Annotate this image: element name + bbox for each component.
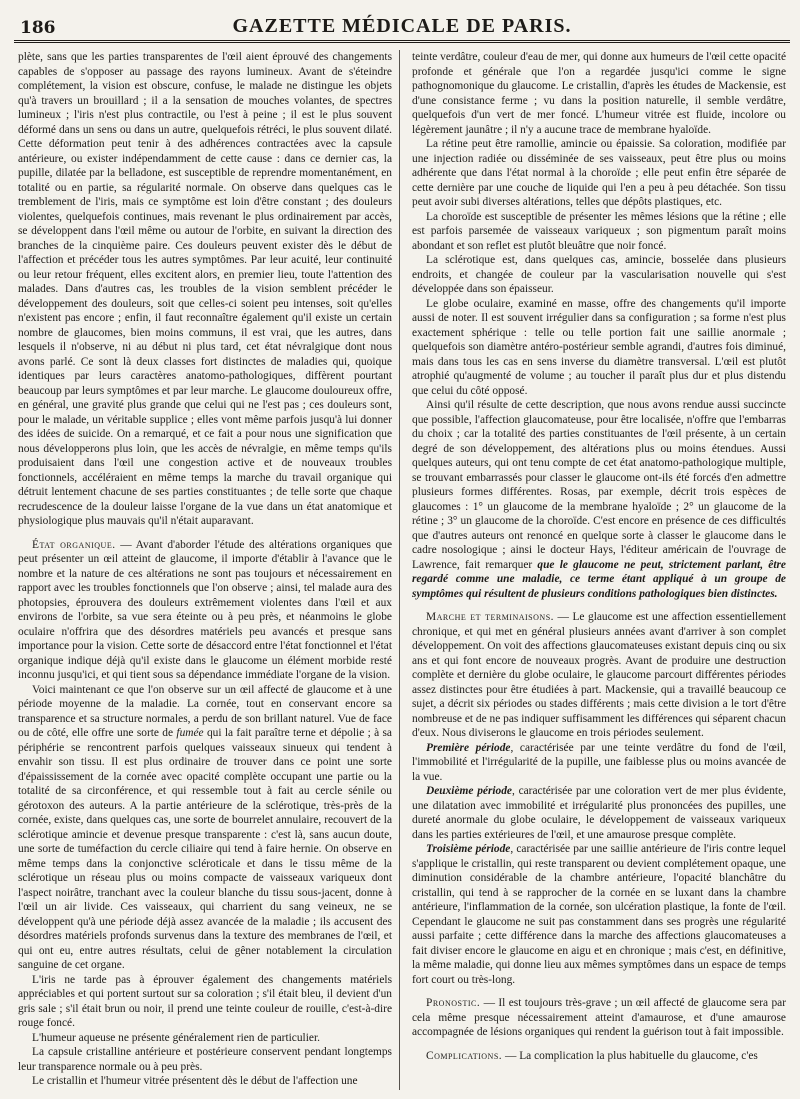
paragraph-etat-organique	[18, 538, 392, 683]
paragraph: Le cristallin et l'humeur vitrée présentent dès le début de l'affection une	[32, 1075, 358, 1087]
paragraph-marche	[412, 610, 786, 741]
paragraph-text: — Il est toujours très-grave ; un œil affecté de glaucome sera par cela même presque nécessairement atteint d'amaurose, et d'une amaurose accompagnée de lésions organiques qui rendent la guérison tout à fait impossible.	[412, 997, 786, 1038]
emphasis: fumée	[176, 727, 204, 739]
paragraph: La capsule cristalline antérieure et postérieure conservent pendant longtemps leur transparence normale ou à peu près.	[18, 1046, 392, 1073]
paragraph: La rétine peut être ramollie, amincie ou épaissie. Sa coloration, modifiée par une injection radiée ou disséminée de ses vaisseaux, peut être plus ou moins adhérente que dans l'état normal à la choroïde ; elle peut enfin être séparée de cette dernière par une couche de liquide qui l'en a peu à peu détachée. Son tissu peut avoir subi diverses altérations, telles que dépôts plastiques, etc.	[412, 138, 786, 208]
period-label: Deuxième période	[426, 785, 512, 797]
paragraph-pronostic	[412, 996, 786, 1040]
paragraph-third-period	[412, 842, 786, 987]
paragraph-text: , caractérisée par une coloration vert de mer plus évidente, une dilatation avec immobilité et irrégularité plus prononcées des pupilles, une dureté anormale du globe oculaire, le développement de vaisseaux variqueux dans les parties extérieures de l'œil, et une amaurose presque complète.	[412, 785, 786, 841]
paragraph-text: — Avant d'aborder l'étude des altérations organiques que peut présenter un œil atteint de glaucome, il importe d'établir à l'avance que le nombre et la nature de ces altérations ne sont pas toujours et nécessairement en rapport avec les troubles fonctionnels que l'on observe ; ainsi, tel malade aura des photopsies, éprouvera des douleurs extrêmement violentes dans l'œil et aux environs de l'orbite, sa vue sera éteinte ou à peu près, et néanmoins le globe oculaire n'offrira que des désordres matériels peu avancés et presque sans importance pour la vision. Cette sorte de désaccord entre l'état fonctionnel et l'état organique indique déjà qu'il existe dans le glaucome un élément morbide resté inconnu jusqu'ici, et qui tient sous sa dépendance immédiate l'organe de la vision.	[18, 538, 392, 681]
paragraph-text: , caractérisée par une teinte verdâtre du fond de l'œil, l'immobilité et l'irrégularité de la pupille, une faiblesse plus ou moins avancée de la vue.	[412, 741, 786, 783]
paragraph-text: , caractérisée par une saillie antérieure de l'iris contre lequel s'applique le cristallin, qui reste transparent ou devient complétement opaque, une diminution considérable de la chambre antérieure, l'opacité blanchâtre du cristallin, qui tend à se rapprocher de la cornée en se luxant dans la chambre antérieure, l'inflammation de la cornée, son ulcération plastique, la fonte de l'œil. Cependant le glaucome ne suit pas constamment dans ses progrès une régularité aussi parfaite ; cette différence dans la marche des affections glaucomateuses a fait diviser encore le glaucome en aigu et en chronique ; mais c'est, en définitive, la même maladie, qui donne lieu aux mêmes symptômes dans un espace de temps fort court ou très-long.	[412, 843, 786, 986]
right-column	[412, 50, 786, 1090]
paragraph-text: Ainsi qu'il résulte de cette description, que nous avons rendue aussi succincte que possible, l'affection glaucomateuse, pour être localisée, n'offre que l'embarras du choix ; car la totalité des parties constituantes de l'œil présente, à un certain degré de son développement, des altérations plus ou moins étendues. Aussi quelques auteurs, qui ont tenu compte de cet état anatomo-pathologique multiple, se trouvant embarrassés pour classer le glaucome ont-ils été forcés d'en admettre plusieurs formes différentes. Rosas, par exemple, décrit trois espèces de glaucomes : 1° un glaucome de la membrane hyaloïde ; 2° un glaucome de la rétine ; 3° un glaucome de la choroïde. C'est encore en présence de ces difficultés que d'autres auteurs ont renoncé en quelque sorte à classer le glaucome dans le cadre nosologique ; ainsi le docteur Hays, l'éditeur américain de l'ouvrage de Lawrence, fait remarquer	[412, 399, 786, 571]
paragraph: L'humeur aqueuse ne présente généralement rien de particulier.	[32, 1031, 320, 1044]
paragraph-text: — Le glaucome est une affection essentiellement chronique, et qui met en général plusieurs années avant d'arriver à son complet développement. On voit des affections glaucomateuses existant depuis cinq ou six ans et qui font encore de nouveaux progrès. Avant de produire une destruction complète et dernière du globe oculaire, le glaucome parcourt différentes périodes assez distinctes pour être étudiées à part. Mackensie, qui a travaillé beaucoup ce sujet, a décrit six périodes ou stades différents ; mais cette division a le tort d'être nombreuse et de ne pas indiquer suffisamment les différences qui séparent chacun d'eux. Nous diviserons le glaucome en trois périodes seulement.	[412, 611, 786, 739]
paragraph	[412, 398, 786, 601]
paragraph: Le globe oculaire, examiné en masse, offre des changements qu'il importe aussi de noter. Il est souvent irrégulier dans sa configuration ; sa forme n'est plus exactement sphérique : telle ou telle portion fait une saillie anormale ; quelquefois son diamètre antéro-postérieur semble agrandi, d'autres fois diminué, mais dans tous les cas en sens inverse du diamètre transversal. L'œil est plutôt atrophié qu'augmenté de volume ; au toucher il paraît plus dur et plus distendu que celui du côté opposé.	[412, 297, 786, 397]
section-heading: État organique.	[32, 538, 116, 551]
section-heading: Pronostic.	[426, 997, 481, 1009]
paragraph-text: — La complication la plus habituelle du glaucome, c'es	[502, 1049, 758, 1062]
journal-title: GAZETTE MÉDICALE DE PARIS.	[232, 15, 572, 37]
paragraph-complications	[412, 1049, 786, 1064]
page-number: 186	[20, 18, 56, 38]
paragraph: plète, sans que les parties transparentes de l'œil aient éprouvé des changements capables de s'opposer au passage des rayons lumineux. Avant de s'éteindre complétement, la vision est obscure, confuse, le malade ne distingue les objets qu'à travers un brouillard ; il a la sensation de mouches volantes, de spectres lumineux ; l'iris n'est plus contractile, ou l'est à peine ; il est le plus souvent déformé dans un sens ou dans un autre, quelquefois rétréci, le plus souvent dilaté. Cette déformation peut tenir à des adhérences contractées avec la capsule antérieure, ou exister indépendamment de cette cause : dans ce dernier cas, la pupille, dilatée par la belladone, est susceptible de reprendre momentanément, en totalité ou en partie, sa régularité normale. On observe dans quelques cas le tremblement de l'iris, mais ce symptôme est loin d'être constant ; des douleurs violentes, quelquefois continues, mais revenant le plus ordinairement par accès, se développent dans l'œil même ou autour de l'orbite, en suivant la direction des branches de la cinquième paire. Ces douleurs peuvent exister dès le début de l'affection et précéder tous les autres symptômes. Par leur acuité, leur continuité ou leur retour fréquent, elles excitent alors, en premier lieu, toute l'attention des malades. Dans d'autres cas, les troubles de la vision semblent précéder le développement des douleurs, soit que celles-ci soient peu intenses, soit qu'elles n'existent pas encore ; enfin, il faut reconnaître également qu'il existe un certain nombre de glaucomes, bien moins communs, il est vrai, que les autres, dans lesquels il n'observe, ni au début ni plus tard, cet état névralgique dont nous avons parlé. Ce sont là deux classes fort distinctes de maladies qui, quoique identiques par leurs caractères anatomo-pathologiques, diffèrent pourtant beaucoup par leurs symptômes et par leur marche. Le glaucome douloureux offre, en général, une gravité plus grande que celui qui ne l'est pas ; ces douleurs sont, pour le malade, un véritable supplice ; elles vont même parfois jusqu'à lui donner des idées de suicide. On a remarqué, et ce fait a pour nous une signification que nous développerons plus loin, que les accès de névralgie, en même temps qu'ils produisaient dans l'œil une congestion active et de nouveaux troubles fonctionnels, accéléraient en même temps la marche du travail organique qui détruit lentement chacune de ses parties constituantes ; de telle sorte que chaque recrudescence de la douleur laisse l'organe de la vue dans un état anatomique et physiologique plus mauvais qu'il n'était auparavant.	[18, 51, 392, 527]
left-column	[18, 50, 392, 1090]
section-heading: Complications.	[426, 1049, 503, 1062]
period-label: Première période	[426, 741, 511, 754]
paragraph-second-period	[412, 784, 786, 842]
column-divider	[399, 50, 400, 1090]
period-label: Troisième période	[426, 843, 511, 855]
page-header	[14, 10, 790, 43]
paragraph: La choroïde est susceptible de présenter les mêmes lésions que la rétine ; elle est parfois parsemée de vaisseaux variqueux ; son pigmentum paraît moins abondant et son reflet est plutôt bleuâtre que noir foncé.	[412, 210, 786, 252]
paragraph	[18, 683, 392, 973]
paragraph-text: qui la fait paraître terne et dépolie ; à sa périphérie se rencontrent parfois quelques vaisseaux sinueux qui tendent à envahir son tissu. Il est plus ordinaire de trouver dans ce point une sorte d'épaississement de la cornée avec opacité complète occupant une partie ou la totalité de sa circonférence, et qui ressemble tout à fait au cercle sénile ou gérotoxon des auteurs. A la partie antérieure de la sclérotique, très-près de la cornée, existe, dans quelques cas, une sorte de bourrelet annulaire, recouvert de la sclérotique amincie et devenue presque transparente : c'est là, sans aucun doute, une sorte de tuméfaction du cercle ciliaire qui tend à faire hernie. On observe en même temps dans la conjonctive scléroticale et dans le tissu même de la sclérotique un réseau plus ou moins compacte de vaisseaux variqueux dont l'aspect noirâtre, tranchant avec la couleur blanche du tissu sous-jacent, donne à l'œil un air livide. Ces vaisseaux, qui charrient du sang veineux, ne se développent qu'à une période déjà assez avancée de la maladie ; ils accusent des désordres matériels profonds survenus dans la texture des membranes de l'œil, et qui ont eu, entre autres résultats, celui de gêner notablement la circulation sanguine de cet organe.	[18, 727, 392, 971]
paragraph-text: Voici maintenant ce que l'on observe sur un œil affecté de glaucome et à une période moyenne de la maladie. La cornée, tout en conservant encore sa transparence et sa structure normales, a perdu de son brillant naturel. Vue de face ou de côté, elle offre une sorte de	[18, 683, 392, 739]
paragraph: teinte verdâtre, couleur d'eau de mer, qui donne aux humeurs de l'œil cette opacité profonde et générale que l'on a regardée jusqu'ici comme le signe pathognomonique du glaucome. Le cristallin, d'après les études de Mackensie, est d'une consistance ferme ; vu dans la position naturelle, il semble verdâtre, quelquefois d'un vert de mer foncé. L'humeur vitrée est fluide, incolore ou légèrement jaunâtre ; il n'y a aucune trace de membrane hyaloïde.	[412, 51, 786, 136]
section-heading: Marche et terminaisons.	[426, 611, 554, 623]
paragraph: L'iris ne tarde pas à éprouver également des changements matériels appréciables et qui portent surtout sur sa coloration ; s'il était bleu, il devient d'un gris sale ; s'il était brun ou noir, il prend une teinte couleur de rouille, c'est-à-dire rouge foncé.	[18, 973, 392, 1029]
quotation-emphasis: que le glaucome ne peut, strictement parlant, être regardé comme une maladie, ce terme étant appliqué à un groupe de symptômes qui résultent de plusieurs conditions pathologiques bien distinctes.	[412, 558, 786, 600]
paragraph-first-period	[412, 741, 786, 785]
paragraph: La sclérotique est, dans quelques cas, amincie, bosselée dans plusieurs endroits, et changée de couleur par la vascularisation nouvelle qui s'est développée dans son épaisseur.	[412, 254, 786, 295]
